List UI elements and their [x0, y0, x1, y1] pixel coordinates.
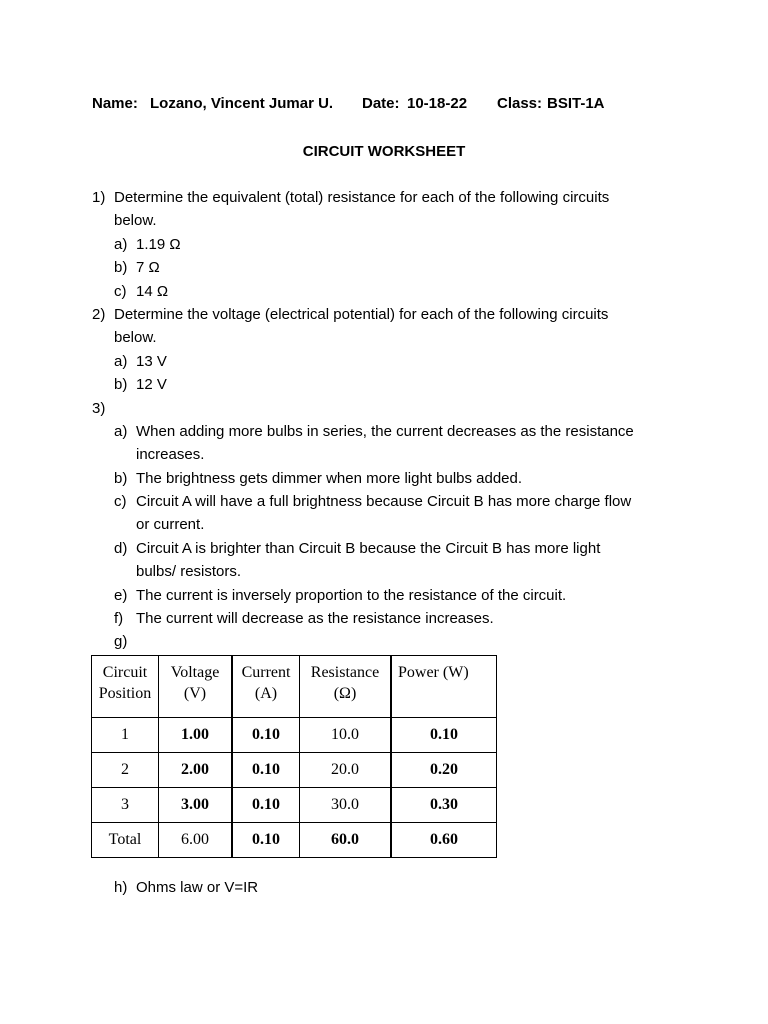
q3-d-line2: bulbs/ resistors. — [136, 563, 242, 580]
date-label: Date: — [362, 95, 400, 112]
q2-line2: below. — [114, 329, 157, 346]
q3-a-line2: increases. — [136, 446, 205, 463]
cell-power: 0.20 — [391, 753, 497, 788]
q3-f-mark: f) — [114, 610, 124, 627]
q1-a-answer: 1.19 Ω — [136, 236, 181, 253]
q3-a-line1: When adding more bulbs in series, the current decreases as the resistance — [136, 423, 634, 440]
q2-a-mark: a) — [114, 353, 128, 370]
header-resistance: Resistance (Ω) — [300, 656, 392, 718]
cell-resistance: 20.0 — [300, 753, 392, 788]
cell-power: 0.60 — [391, 823, 497, 858]
q3-e-mark: e) — [114, 587, 128, 604]
header-circuit-position: Circuit Position — [92, 656, 159, 718]
cell-current: 0.10 — [232, 718, 300, 753]
class-value: BSIT-1A — [547, 95, 605, 112]
circuit-table — [91, 655, 497, 858]
cell-position: 1 — [92, 718, 159, 753]
q3-g-mark: g) — [114, 633, 128, 650]
q3-h-mark: h) — [114, 879, 128, 896]
table-row — [92, 753, 497, 788]
cell-position: 2 — [92, 753, 159, 788]
q3-d-line1: Circuit A is brighter than Circuit B because the Circuit B has more light — [136, 540, 601, 557]
class-label: Class: — [497, 95, 543, 112]
q3-c-mark: c) — [114, 493, 127, 510]
header-current: Current (A) — [232, 656, 300, 718]
table-header-row — [92, 656, 497, 718]
q1-a-mark: a) — [114, 236, 128, 253]
name-value: Lozano, Vincent Jumar U. — [150, 95, 334, 112]
q3-b-line1: The brightness gets dimmer when more light bulbs added. — [136, 470, 523, 487]
q2-a-answer: 13 V — [136, 353, 167, 370]
cell-power: 0.30 — [391, 788, 497, 823]
cell-resistance: 30.0 — [300, 788, 392, 823]
q2-b-answer: 12 V — [136, 376, 167, 393]
cell-power: 0.10 — [391, 718, 497, 753]
q1-c-answer: 14 Ω — [136, 283, 169, 300]
cell-voltage: 2.00 — [159, 753, 233, 788]
cell-current: 0.10 — [232, 753, 300, 788]
cell-current: 0.10 — [232, 788, 300, 823]
q2-number: 2) — [92, 306, 106, 323]
cell-current: 0.10 — [232, 823, 300, 858]
q2-b-mark: b) — [114, 376, 128, 393]
q3-a-mark: a) — [114, 423, 128, 440]
q1-line1: Determine the equivalent (total) resistance for each of the following circuits — [114, 189, 610, 206]
q3-e-line1: The current is inversely proportion to the resistance of the circuit. — [136, 587, 567, 604]
cell-voltage: 3.00 — [159, 788, 233, 823]
cell-resistance: 60.0 — [300, 823, 392, 858]
cell-voltage: 6.00 — [159, 823, 233, 858]
q1-line2: below. — [114, 212, 157, 229]
worksheet-title: CIRCUIT WORKSHEET — [302, 143, 466, 160]
date-value: 10-18-22 — [407, 95, 468, 112]
q3-c-line2: or current. — [136, 516, 205, 533]
q3-c-line1: Circuit A will have a full brightness because Circuit B has more charge flow — [136, 493, 632, 510]
table-row-total — [92, 823, 497, 858]
q1-c-mark: c) — [114, 283, 127, 300]
q3-f-line1: The current will decrease as the resistance increases. — [136, 610, 494, 627]
cell-resistance: 10.0 — [300, 718, 392, 753]
q3-number: 3) — [92, 400, 106, 417]
table-row — [92, 718, 497, 753]
name-label: Name: — [92, 95, 138, 112]
q1-b-mark: b) — [114, 259, 128, 276]
header-voltage: Voltage (V) — [159, 656, 233, 718]
cell-position: 3 — [92, 788, 159, 823]
table-row — [92, 788, 497, 823]
cell-voltage: 1.00 — [159, 718, 233, 753]
q3-d-mark: d) — [114, 540, 128, 557]
q3-h-line1: Ohms law or V=IR — [136, 879, 259, 896]
header-power: Power (W) — [391, 656, 497, 718]
q1-b-answer: 7 Ω — [136, 259, 160, 276]
q1-number: 1) — [92, 189, 106, 206]
q2-line1: Determine the voltage (electrical potential) for each of the following circuits — [114, 306, 609, 323]
q3-b-mark: b) — [114, 470, 128, 487]
cell-position: Total — [92, 823, 159, 858]
